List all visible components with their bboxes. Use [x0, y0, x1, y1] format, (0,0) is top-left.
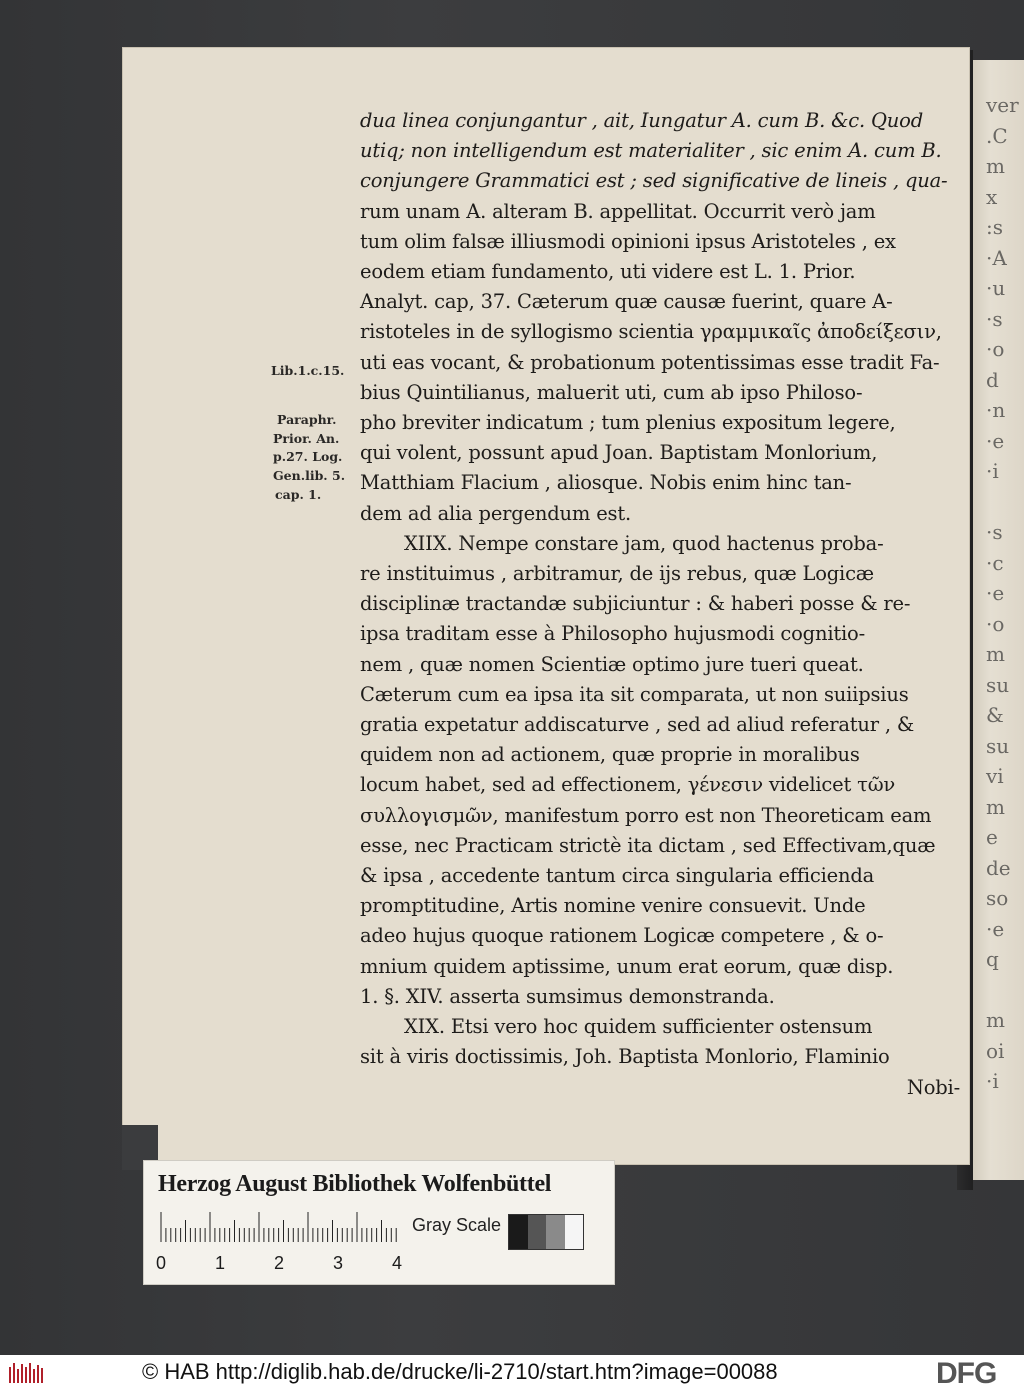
text-line: qui volent, possunt apud Joan. Baptistam Monlorium,: [360, 441, 878, 465]
text-line: ipsa traditam esse à Philosopho hujusmodi cognitio-: [360, 622, 865, 646]
margin-note-p27: p.27. Log.: [273, 449, 343, 464]
text-line: quidem non ad actionem, quæ proprie in moralibus: [360, 743, 860, 767]
text-line: utiq; non intelligendum est materialiter , sic enim A. cum B.: [360, 139, 942, 163]
text-line: esse, nec Practicam strictè ita dictam , sed Effectivam,quæ: [360, 833, 936, 857]
text-line: mnium quidem aptissime, unum erat eorum, quæ disp.: [360, 954, 894, 978]
gray-scale-swatches: [508, 1214, 584, 1250]
text-line: 1. §. XIV. asserta sumsimus demonstranda.: [360, 984, 775, 1008]
ruler-number: 4: [392, 1253, 403, 1273]
margin-note-gen: Gen.lib. 5.: [273, 468, 346, 483]
text-line: locum habet, sed ad effectionem, γένεσιν videlicet τῶν: [360, 773, 896, 797]
text-line: adeo hujus quoque rationem Logicæ competere , & o-: [360, 924, 884, 948]
gray-swatch: [528, 1215, 547, 1249]
ruler-number: 0: [156, 1253, 167, 1273]
adjacent-page-text: ver .C m x :s ·A ·u ·s ·o d ·n ·e ·i ·s ·c ·e ·o m su & su vi m e de so ·e q m oi ·i: [986, 93, 1019, 1093]
footer-bar: [0, 1355, 1024, 1391]
text-line: re instituimus , arbitramur, de ijs rebus, quæ Logicæ: [360, 562, 874, 586]
text-line: nem , quæ nomen Scientiæ optimo jure tueri queat.: [360, 652, 864, 676]
text-line: uti eas vocant, & probationum potentissimas esse tradit Fa-: [360, 350, 940, 374]
library-color-chart-label: [143, 1160, 615, 1285]
text-line: Matthiam Flacium , aliosque. Nobis enim hinc tan-: [360, 471, 852, 495]
text-line: disciplinæ tractandæ subjiciuntur : & haberi posse & re-: [360, 592, 911, 616]
ruler-number: 3: [333, 1253, 344, 1273]
text-line: pho breviter indicatum ; tum plenius expositum legere,: [360, 411, 896, 435]
ruler-number: 2: [274, 1253, 285, 1273]
margin-note-paraphr: Paraphr.: [277, 412, 337, 427]
text-line: tum olim falsæ illiusmodi opinioni ipsus Aristoteles , ex: [360, 229, 896, 253]
text-line: dem ad alia pergendum est.: [360, 501, 631, 525]
gray-swatch: [546, 1215, 565, 1249]
ruler-scale: [160, 1212, 400, 1242]
text-line: rum unam A. alteram B. appellitat. Occurrit verò jam: [360, 199, 876, 223]
text-line: & ipsa , accedente tantum circa singularia efficienda: [360, 864, 875, 888]
ruler-number: 1: [215, 1253, 226, 1273]
margin-note-prior: Prior. An.: [273, 431, 340, 446]
hab-barcode-logo-icon: [8, 1361, 44, 1385]
gray-swatch: [565, 1215, 584, 1249]
margin-note-cap: cap. 1.: [275, 487, 322, 502]
text-line: Cæterum cum ea ipsa ita sit comparata, ut non suiipsius: [360, 682, 909, 706]
text-line: eodem etiam fundamento, uti videre est L. 1. Prior.: [360, 260, 856, 284]
text-line: XIIX. Nempe constare jam, quod hactenus proba-: [404, 531, 884, 555]
gray-scale-label: Gray Scale: [412, 1215, 502, 1235]
margin-note-lib: Lib.1.c.15.: [271, 363, 345, 378]
text-line: ristoteles in de syllogismo scientia γραμμικαῖς ἀποδείξεσιν,: [360, 320, 942, 344]
text-line: dua linea conjungantur , ait, Iungatur A. cum B. &c. Quod: [360, 109, 923, 132]
text-line: gratia expetatur addiscaturve , sed ad aliud referatur , &: [360, 713, 915, 737]
text-line: conjungere Grammatici est ; sed significative de lineis , qua-: [360, 169, 948, 193]
text-line: sit à viris doctissimis, Joh. Baptista Monlorio, Flaminio: [360, 1045, 890, 1069]
footer-credit-link[interactable]: © HAB http://diglib.hab.de/drucke/li-2710/start.htm?image=00088: [142, 1359, 778, 1384]
text-line: Analyt. cap, 37. Cæterum quæ causæ fuerint, quare A-: [360, 290, 893, 314]
text-line: promptitudine, Artis nomine venire consuevit. Unde: [360, 894, 866, 918]
text-line: bius Quintilianus, maluerit uti, cum ab ipso Philoso-: [360, 380, 863, 404]
page-body-text: [360, 106, 960, 1103]
text-line: XIX. Etsi vero hoc quidem sufficienter ostensum: [404, 1015, 873, 1039]
gray-swatch: [509, 1215, 528, 1249]
text-line: Nobi-: [906, 1075, 960, 1099]
dfg-logo: DFG: [936, 1357, 997, 1390]
text-line: συλλογισμῶν, manifestum porro est non Theoreticam eam: [360, 803, 932, 827]
library-name: Herzog August Bibliothek Wolfenbüttel: [158, 1171, 552, 1197]
